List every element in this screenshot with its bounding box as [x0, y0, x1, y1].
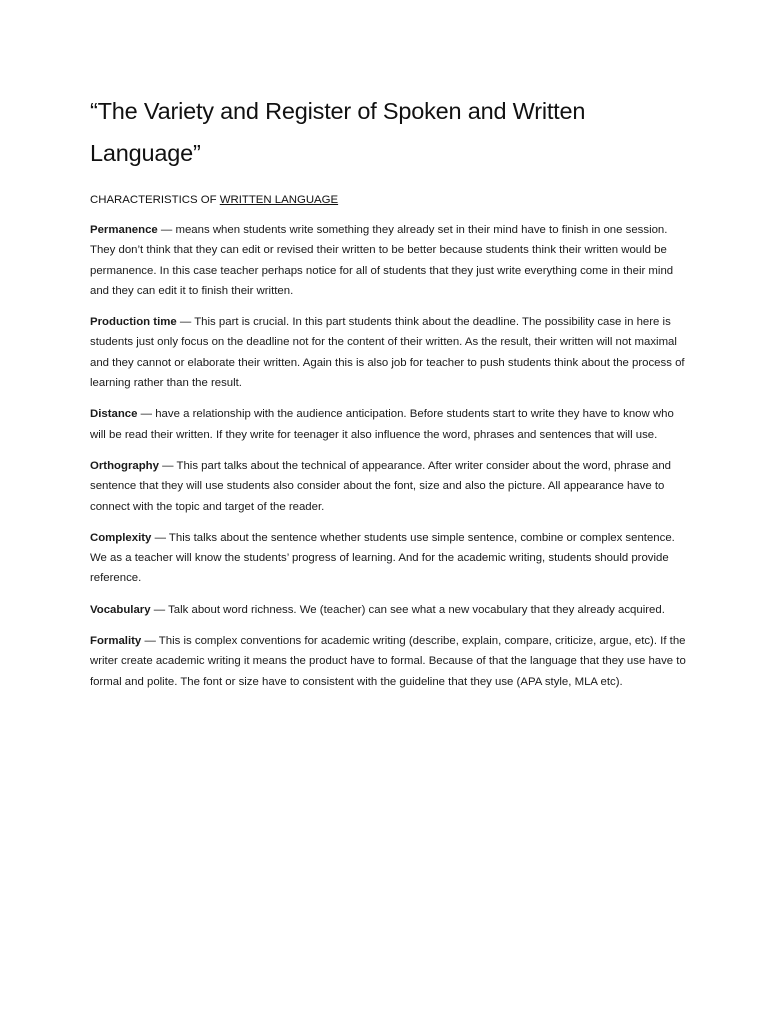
paragraph-distance: [90, 404, 690, 445]
term-description: — This part is crucial. In this part students think about the deadline. The possibility case in here is students just only focus on the deadline not for the content of their written. As the result, their written will not maximal and they cannot or elaborate their written. Again this is also job for teacher to push students think about the process of learning rather than the result.: [90, 316, 685, 390]
term-label: Production time: [90, 316, 177, 329]
term-label: Permanence: [90, 224, 158, 236]
paragraph-permanence: [90, 220, 690, 301]
term-label: Vocabulary: [90, 603, 151, 616]
term-description: — This is complex conventions for academic writing (describe, explain, compare, criticize, argue, etc). If the writer create academic writing it means the product have to formal. Because of that the language that they use have to formal and polite. The font or size have to consistent with the guideline that they use (APA style, MLA etc).: [90, 635, 686, 688]
term-description: — This part talks about the technical of appearance. After writer consider about the word, phrase and sentence that they will use students also consider about the font, size and also the picture. All appearance have to connect with the topic and target of the reader.: [90, 459, 672, 513]
term-label: Complexity: [90, 531, 152, 544]
term-description: — have a relationship with the audience anticipation. Before students start to write they have to know who will be read their written. If they write for teenager it also influence the word, phrases and sentences that will use.: [90, 408, 674, 441]
paragraph-formality: [90, 631, 690, 692]
paragraph-complexity: [90, 528, 690, 589]
document-title: “The Variety and Register of Spoken and Written Language”: [90, 98, 586, 166]
term-description: — Talk about word richness. We (teacher) can see what a new vocabulary that they already acquired.: [150, 603, 665, 616]
document-page: [90, 90, 690, 703]
term-label: Formality: [90, 635, 142, 648]
term-label: Orthography: [90, 459, 159, 472]
section-heading-underlined: WRITTEN LANGUAGE: [219, 194, 339, 206]
term-label: Distance: [90, 408, 138, 421]
paragraph-orthography: [90, 456, 690, 517]
paragraph-vocabulary: [90, 600, 690, 620]
term-description: — This talks about the sentence whether students use simple sentence, combine or complex sentence. We as a teacher will know the students’ progress of learning. And for the academic writing, students should provide reference.: [90, 531, 675, 585]
term-description: — means when students write something they already set in their mind have to finish in one session. They don’t think that they can edit or revised their written to be better because students think their written would be permanence. In this case teacher perhaps notice for all of students that they just write everything come in their mind and they can edit it to finish their written.: [90, 224, 674, 297]
section-heading: [90, 190, 690, 210]
section-heading-prefix: CHARACTERISTICS OF: [90, 194, 220, 206]
paragraph-production-time: [90, 312, 690, 393]
